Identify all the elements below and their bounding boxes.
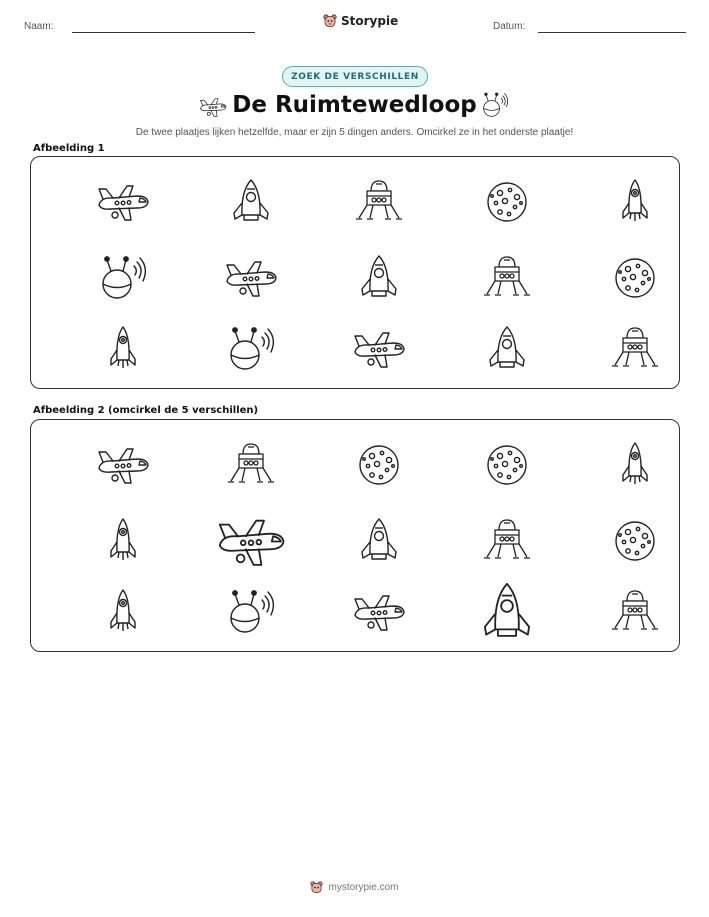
picture2-rocket-big-icon[interactable]	[468, 580, 546, 645]
picture2-rocket-small-icon[interactable]	[605, 440, 665, 490]
picture1-rocket-small-icon	[605, 177, 665, 227]
picture1-plane-icon	[221, 253, 281, 303]
picture1-moon-icon	[605, 253, 665, 303]
picture1-satellite-icon	[93, 253, 153, 303]
picture2-moon-icon[interactable]	[349, 440, 409, 490]
picture2-rocket-small-icon[interactable]	[93, 587, 153, 637]
picture2-plane-icon[interactable]	[349, 587, 409, 637]
picture-2-frame[interactable]	[30, 419, 680, 652]
picture2-satellite-icon[interactable]	[221, 587, 281, 637]
picture2-rocket-icon[interactable]	[349, 516, 409, 566]
picture1-rocket-icon	[477, 324, 537, 374]
picture-1-frame	[30, 156, 680, 389]
picture1-plane-icon	[349, 324, 409, 374]
picture1-satellite-icon	[221, 324, 281, 374]
picture1-rocket-icon	[221, 177, 281, 227]
picture2-moon-icon[interactable]	[605, 516, 665, 566]
date-label: Datum:	[493, 21, 526, 32]
name-label: Naam:	[24, 21, 54, 32]
picture2-moon-icon[interactable]	[477, 440, 537, 490]
picture-2-label: Afbeelding 2 (omcirkel de 5 verschillen)	[33, 405, 259, 416]
picture-1-label: Afbeelding 1	[33, 143, 105, 154]
instructions: De twee plaatjes lijken hetzelfde, maar er zijn 5 dingen anders. Omcirkel ze in het onderste plaatje!	[135, 127, 574, 138]
picture1-lander-icon	[605, 324, 665, 374]
picture1-rocket-icon	[349, 253, 409, 303]
storypie-bear-icon	[323, 14, 337, 28]
page-title: De Ruimtewedloop	[232, 92, 477, 118]
worksheet-type-badge: ZOEK DE VERSCHILLEN	[282, 66, 428, 87]
picture2-plane-icon[interactable]	[93, 440, 153, 490]
picture2-plane-big-icon[interactable]	[212, 509, 290, 574]
picture1-lander-icon	[477, 253, 537, 303]
picture2-rocket-small-icon[interactable]	[93, 516, 153, 566]
picture1-rocket-small-icon	[93, 324, 153, 374]
brand-name: Storypie	[341, 14, 399, 28]
picture2-lander-icon[interactable]	[221, 440, 281, 490]
storypie-bear-icon	[310, 881, 323, 894]
picture2-lander-icon[interactable]	[605, 587, 665, 637]
footer-site: mystorypie.com	[328, 882, 399, 893]
date-line[interactable]	[538, 32, 686, 33]
satellite-icon	[478, 90, 512, 120]
name-line[interactable]	[72, 32, 255, 33]
picture1-lander-icon	[349, 177, 409, 227]
footer	[0, 881, 709, 894]
picture1-moon-icon	[477, 177, 537, 227]
brand-logo	[323, 14, 398, 28]
picture2-lander-icon[interactable]	[477, 516, 537, 566]
picture1-plane-icon	[93, 177, 153, 227]
